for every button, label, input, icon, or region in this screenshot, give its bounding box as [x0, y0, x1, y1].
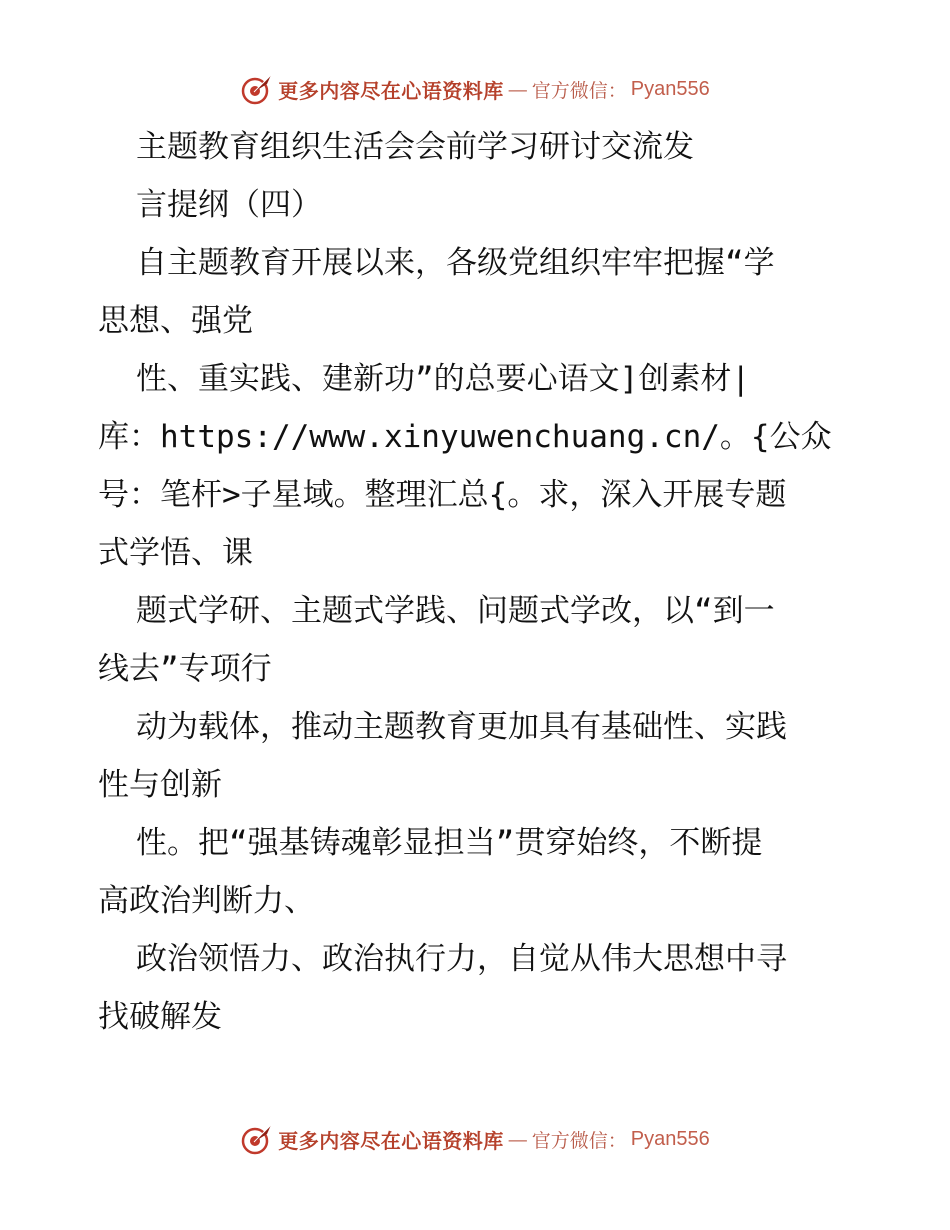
header-watermark — [0, 72, 950, 106]
watermark-wechat-label: 官方微信： — [531, 1129, 627, 1152]
paragraph-line: 线去”专项行 — [98, 651, 272, 687]
paragraph-line: 式学悟、课 — [98, 535, 253, 571]
paragraph-line: 自主题教育开展以来，各级党组织牢牢把握“学 — [136, 245, 775, 281]
paragraph-line: 政治领悟力、政治执行力，自觉从伟大思想中寻 — [136, 941, 787, 977]
paragraph-line: 思想、强党 — [98, 303, 253, 339]
title-line-2: 言提纲（四） — [136, 187, 322, 223]
paragraph-line: 找破解发 — [98, 999, 222, 1035]
paragraph-line: 号：笔杆>子星域。整理汇总{。求，深入开展专题 — [98, 477, 787, 513]
watermark-wechat-id: Pyan556 — [630, 77, 710, 100]
quill-logo-icon — [240, 1122, 274, 1156]
paragraph-line: 题式学研、主题式学践、问题式学改，以“到一 — [136, 593, 775, 629]
title-line-1: 主题教育组织生活会会前学习研讨交流发 — [136, 129, 694, 165]
paragraph-line: 性、重实践、建新功”的总要心语文]创素材| — [136, 361, 750, 397]
paragraph-line: 性与创新 — [98, 767, 222, 803]
watermark-wechat-label: 官方微信： — [531, 79, 627, 102]
watermark-wechat-id: Pyan556 — [630, 1127, 710, 1150]
paragraph-line: 性。把“强基铸魂彰显担当”贯穿始终，不断提 — [136, 825, 763, 861]
quill-logo-icon — [240, 72, 274, 106]
watermark-title: 更多内容尽在心语资料库 — [278, 1128, 504, 1153]
paragraph-line: 高政治判断力、 — [98, 883, 315, 919]
paragraph-line: 库：https://www.xinyuwenchuang.cn/。{公众 — [98, 419, 832, 455]
watermark-title: 更多内容尽在心语资料库 — [278, 78, 504, 103]
footer-watermark — [0, 1122, 950, 1156]
watermark-dash: — — [507, 1127, 528, 1151]
paragraph-line: 动为载体，推动主题教育更加具有基础性、实践 — [136, 709, 787, 745]
document-body — [98, 118, 868, 1046]
watermark-dash: — — [507, 77, 528, 101]
